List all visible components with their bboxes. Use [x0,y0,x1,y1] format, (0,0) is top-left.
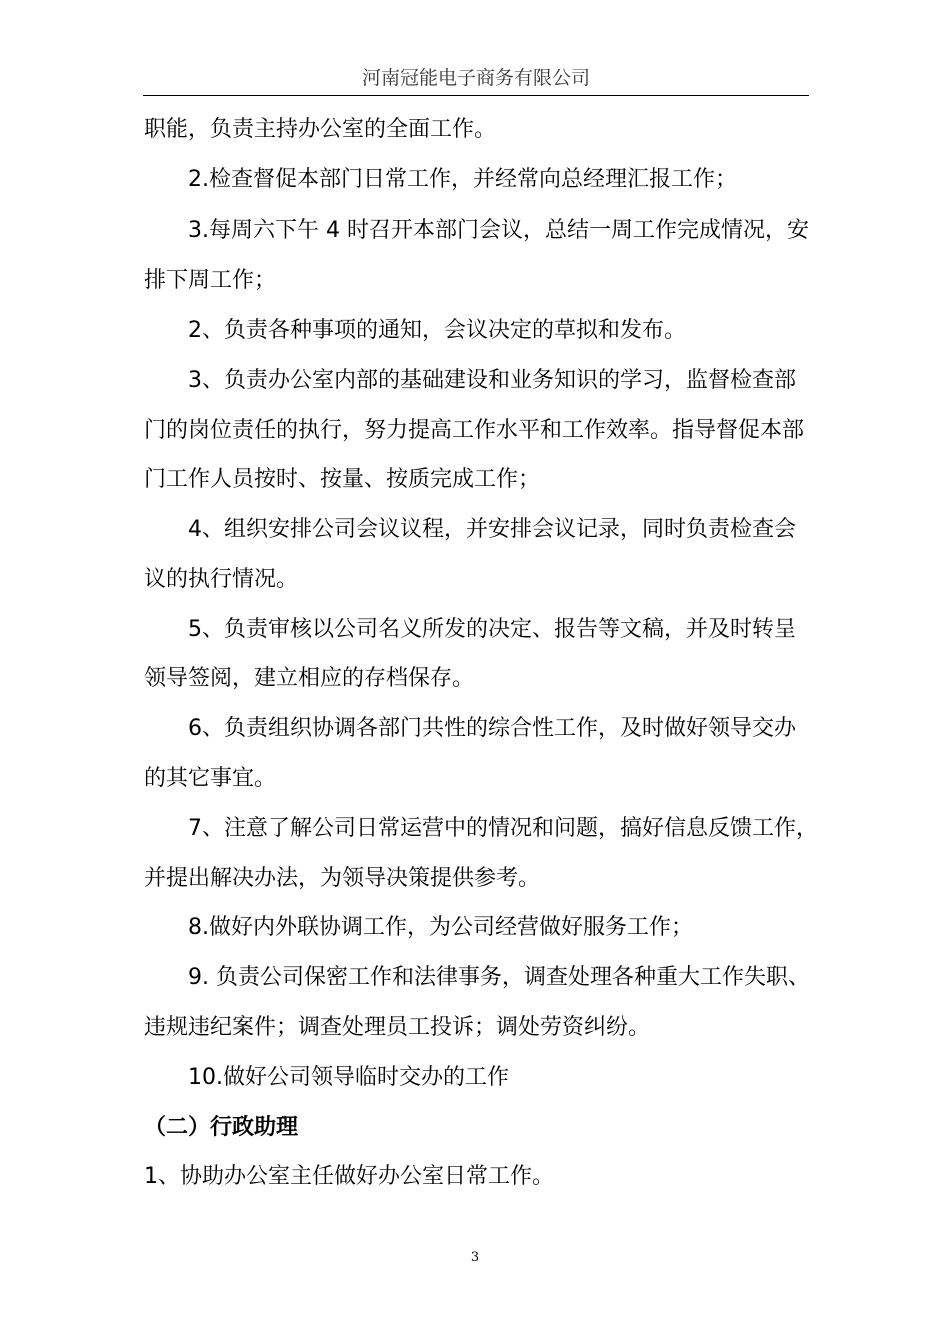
text-line: 3、负责办公室内部的基础建设和业务知识的学习，监督检查部 [188,368,796,393]
text-line: 8.做好内外联协调工作，为公司经营做好服务工作； [188,915,693,940]
text-line: 门工作人员按时、按量、按质完成工作； [144,467,541,492]
text-line: 议的执行情况。 [144,567,299,592]
text-line: 违规违纪案件；调查处理员工投诉；调处劳资纠纷。 [144,1015,651,1040]
text-line: 并提出解决办法，为领导决策提供参考。 [144,866,541,891]
text-line: 5、负责审核以公司名义所发的决定、报告等文稿，并及时转呈 [188,617,796,642]
text-line: 4、组织安排公司会议议程，并安排会议记录，同时负责检查会 [188,517,796,542]
text-line: 9. 负责公司保密工作和法律事务，调查处理各种重大工作失职、 [188,965,810,990]
text-line: 1、协助办公室主任做好办公室日常工作。 [144,1164,554,1189]
text-line: 职能，负责主持办公室的全面工作。 [144,117,497,142]
page-number: 3 [470,1250,480,1265]
text-line: 7、注意了解公司日常运营中的情况和问题，搞好信息反馈工作， [188,816,818,841]
text-line: 3.每周六下午 4 时召开本部门会议，总结一周工作完成情况，安 [188,218,809,243]
text-line: 排下周工作； [144,268,277,293]
text-line: 2.检查督促本部门日常工作，并经常向总经理汇报工作； [188,167,737,192]
section-heading: （二）行政助理 [144,1115,299,1140]
text-line: 门的岗位责任的执行，努力提高工作水平和工作效率。指导督促本部 [144,418,805,443]
text-line: 领导签阅，建立相应的存档保存。 [144,666,475,691]
text-line: 6、负责组织协调各部门共性的综合性工作，及时做好领导交办 [188,716,796,741]
text-line: 的其它事宜。 [144,766,277,791]
text-line: 2、负责各种事项的通知，会议决定的草拟和发布。 [188,318,686,343]
header-rule [143,95,809,96]
page-header: 河南冠能电子商务有限公司 [361,67,590,89]
text-line: 10.做好公司领导临时交办的工作 [188,1065,509,1090]
